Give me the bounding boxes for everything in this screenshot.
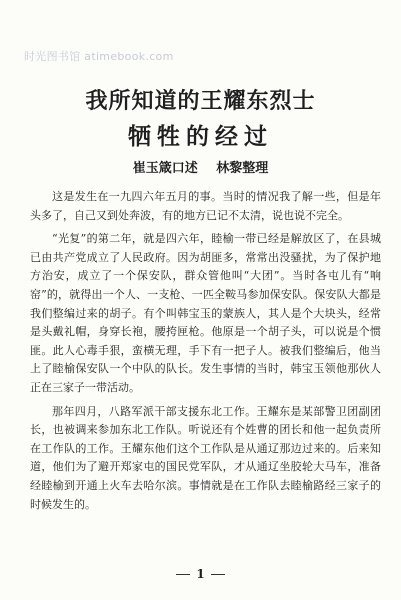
byline — [0, 157, 401, 176]
title-line-1: 我所知道的王耀东烈士 — [85, 89, 316, 114]
watermark: 时光图书馆 atimebook.com — [24, 50, 174, 63]
dash-right — [211, 574, 225, 575]
title-line-2: 牺牲的经过 — [128, 124, 273, 150]
dash-left — [176, 574, 190, 575]
page-number — [0, 567, 401, 581]
paragraph-3: 那年四月，八路军派干部支援东北工作。王耀东是某部警卫团副团长，也被调来参加东北工作队。听说还有个姓曹的团长和他一起负责所在工作队的工作。王耀东他们这个工作队是从通辽那边过来的。后来知道，他们为了避开郑家屯的国民党军队，才从通辽坐胶轮大马车，准备经睦榆到开通上火车去哈尔滨。事情就是在工作队去睦榆路经三家子的时候发生的。 — [30, 404, 381, 511]
paragraph-1: 这是发生在一九四六年五月的事。当时的情况我了解一些，但是年头多了，自己又到处奔波，有的地方已记不太清，说也说不完全。 — [30, 190, 381, 222]
article-body — [30, 188, 381, 514]
paragraph-2: “光复”的第二年，就是四六年，睦榆一带已经是解放区了，在县城已由共产党成立了人民政府。因为胡匪多，常常出没骚扰，为了保护地方治安，成立了一个保安队，群众管他叫“大团”。当时各屯儿有“响窑”的，就得出一个人、一支枪、一匹全鞍马参加保安队。保安队大都是我们整编过来的胡子。有个叫韩宝玉的蒙族人，其人是个大块头，经常是头戴礼帽，身穿长袍，腰挎匣枪。他原是一个胡子头，可以说是个惯匪。此人心毒手狠，蛮横无理，手下有一把子人。被我们整编后，他当上了睦榆保安队一个中队的队长。发生事情的当时，韩宝玉领他那伙人正在三家子一带活动。 — [30, 232, 381, 394]
narrator-credit: 崔玉箴口述 — [132, 161, 198, 176]
page-number-value: 1 — [196, 567, 205, 581]
recorder-credit: 林黎整理 — [216, 161, 269, 176]
